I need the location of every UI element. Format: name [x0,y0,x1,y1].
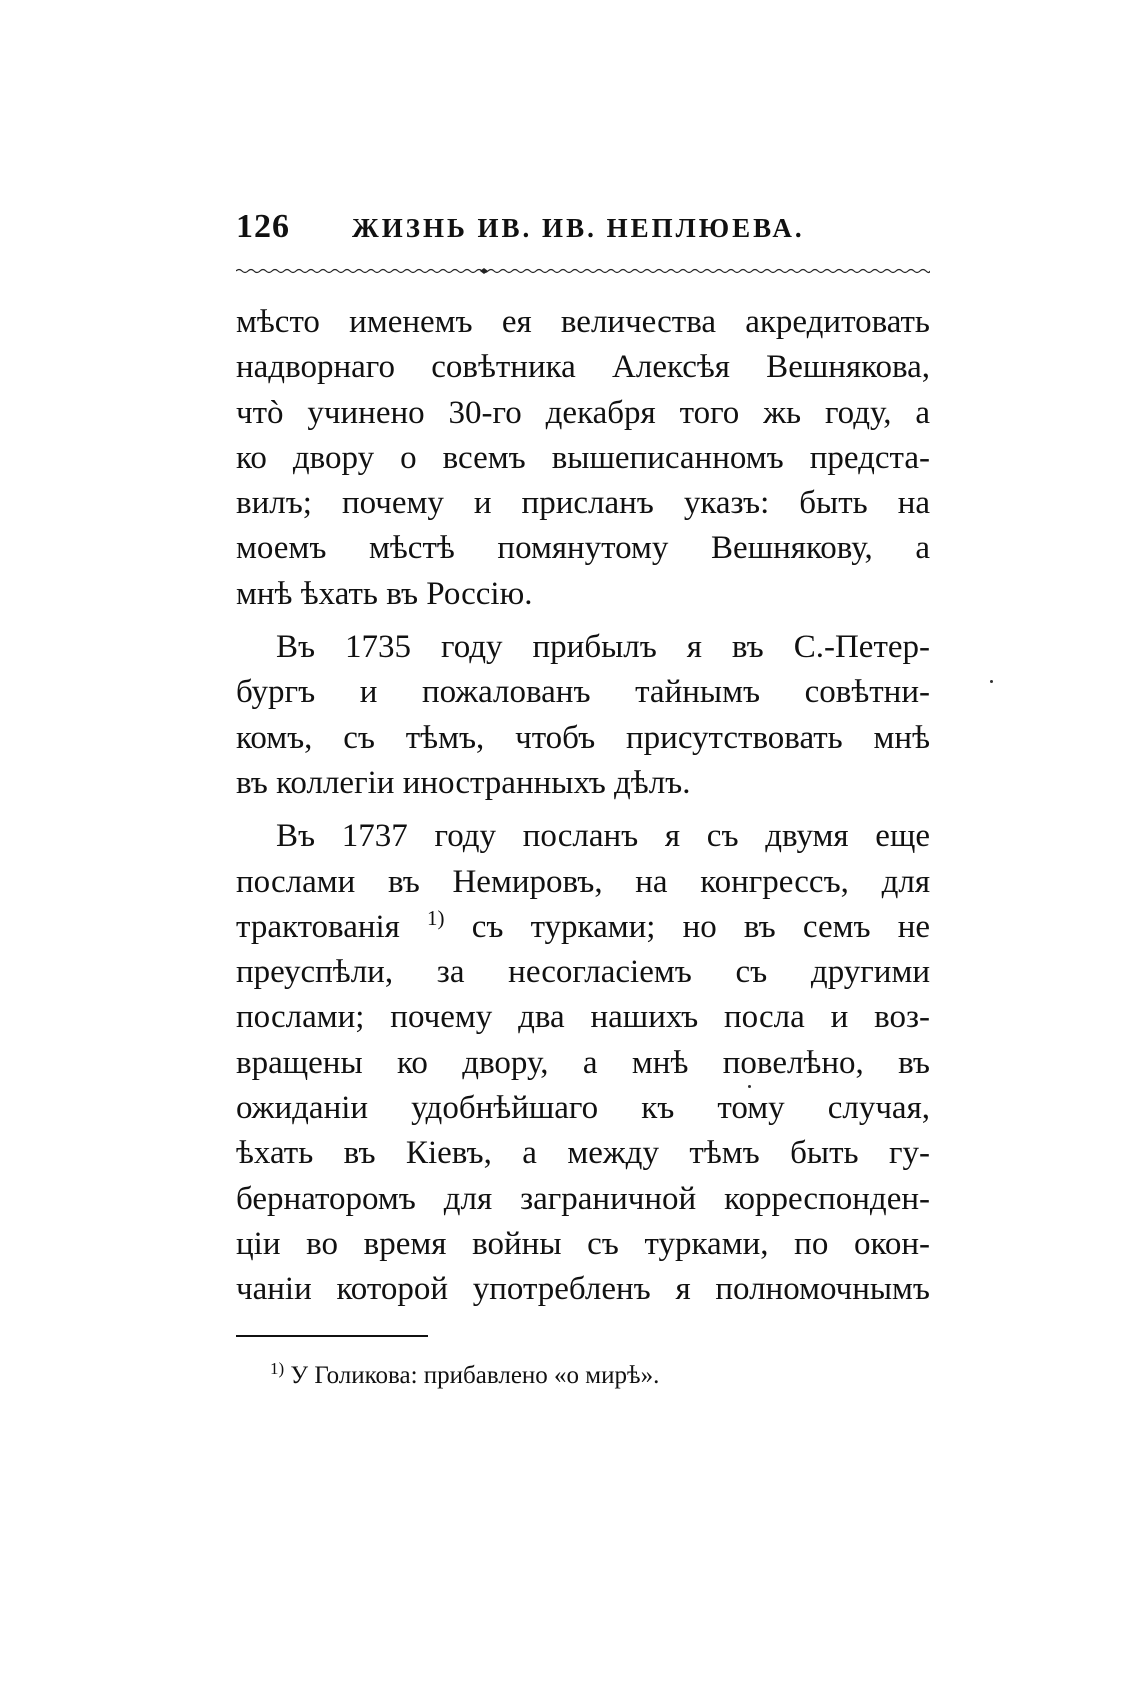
text-line: Въ 1737 году посланъ я съ двумя еще [276,818,930,855]
text-line: моемъ мѣстѣ помянутому Вешнякову, а [236,530,930,567]
text-line: комъ, съ тѣмъ, чтобъ присутствовать мнѣ [236,719,930,756]
text-line: надворнаго совѣтника Алексѣя Вешнякова, [236,349,930,386]
scan-speck [748,1085,751,1088]
running-title: ЖИЗНЬ ИВ. ИВ. НЕПЛЮЕВА. [352,213,805,243]
text-line: бернаторомъ для заграничной корреспонден- [236,1180,930,1217]
paragraph-gap [236,617,930,625]
text-fragment: трактованія [236,908,400,945]
text-line: ко двору о всемъ вышеписанномъ предста- [236,439,930,476]
page-header [236,208,930,260]
text-line: Въ 1735 году прибылъ я въ С.-Петер- [276,629,930,666]
text-line: послами въ Немировъ, на конгрессъ, для [236,863,930,900]
footnote-reference[interactable]: 1) [427,905,445,930]
text-line: чтò учинено 30-го декабря того жь году, а [236,394,930,431]
text-line: чаніи которой употребленъ я полномочнымъ [236,1271,930,1308]
main-text [236,300,930,1313]
text-line: бургъ и пожалованъ тайнымъ совѣтни- [236,674,930,711]
footnote-separator [236,1335,428,1337]
footnote [270,1358,910,1396]
header-ornamental-rule [236,268,930,274]
text-line: ожиданіи удобнѣйшаго къ тому случая, [236,1090,930,1127]
text-line-with-footnote-ref [236,905,930,950]
page-number: 126 [236,208,290,245]
text-line: мнѣ ѣхать въ Россію. [236,575,533,612]
footnote-marker: 1) [270,1359,285,1378]
text-line: ѣхать въ Кіевъ, а между тѣмъ быть гу- [236,1135,930,1172]
text-fragment: съ турками; но въ семъ не [471,908,930,945]
scan-speck [990,680,993,683]
text-line: послами; почему два нашихъ посла и воз- [236,999,930,1036]
text-line: вращены ко двору, а мнѣ повелѣно, въ [236,1044,930,1081]
text-line: вилъ; почему и присланъ указъ: быть на [236,485,930,522]
text-line: мѣсто именемъ ея величества акредитовать [236,304,930,340]
footnote-text: У Голикова: прибавлено «о мирѣ». [290,1362,660,1389]
text-line: въ коллегіи иностранныхъ дѣлъ. [236,764,691,801]
text-line: преуспѣли, за несогласіемъ съ другими [236,954,930,991]
text-line: ціи во время войны съ турками, по окон- [236,1225,930,1262]
paragraph-gap [236,806,930,814]
